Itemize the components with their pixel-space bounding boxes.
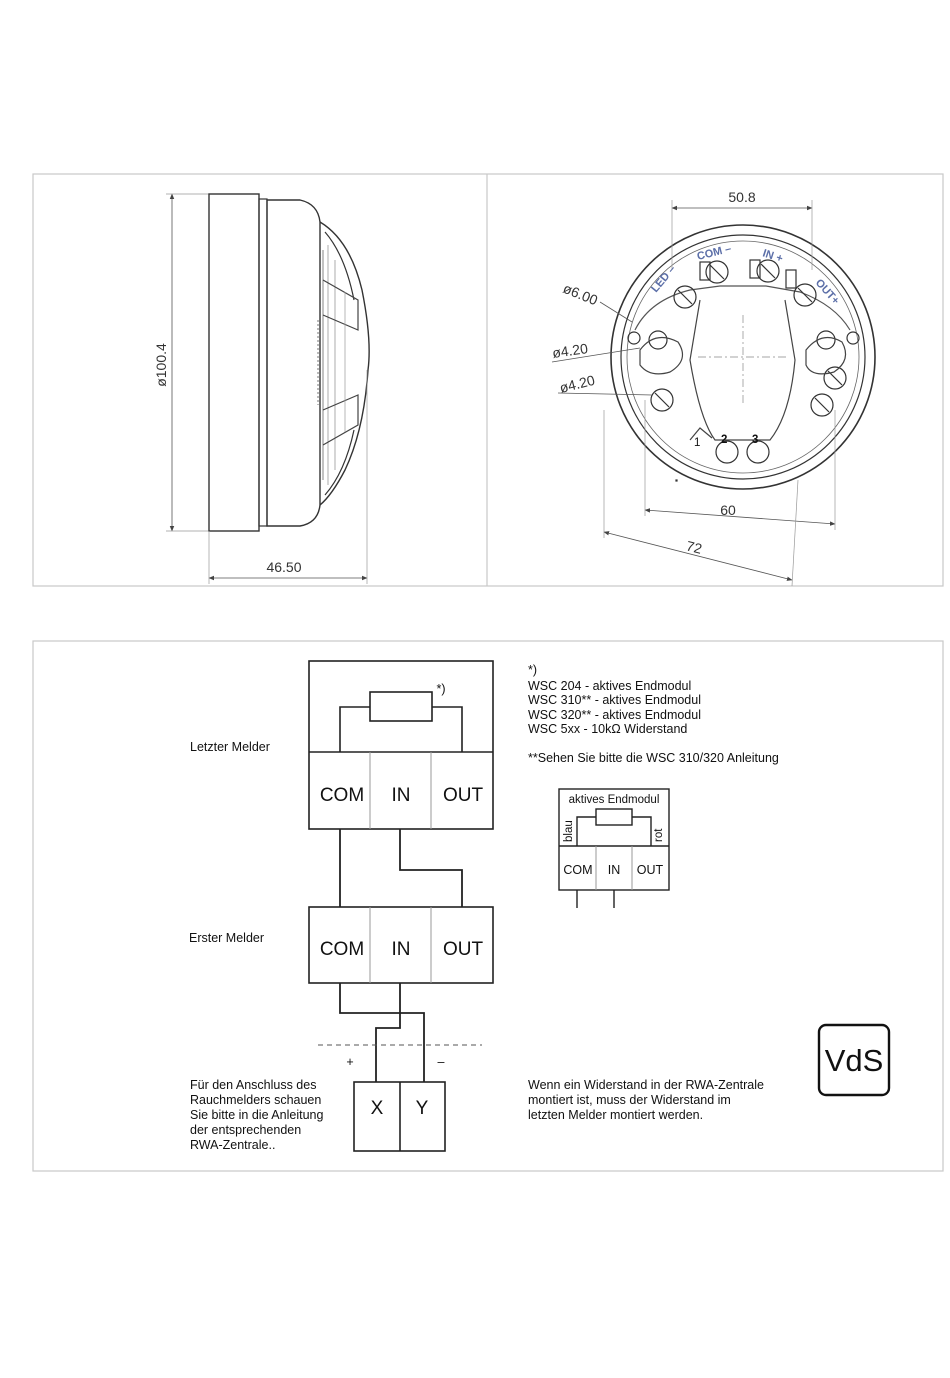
terminal-num-1: 1 xyxy=(694,437,701,449)
supply-minus: – xyxy=(437,1055,445,1069)
first-out-label: OUT xyxy=(442,939,484,960)
module-wire-left: blau xyxy=(563,820,575,842)
right-note-line: Wenn ein Widerstand in der RWA-Zentrale xyxy=(528,1078,764,1092)
dim-d4-20-a-label: ø4.20 xyxy=(551,340,589,361)
last-detector-label: Letzter Melder xyxy=(190,740,270,754)
detector-head-profile xyxy=(267,200,320,526)
left-note-line: Sie bitte in die Anleitung xyxy=(190,1108,324,1122)
panel-frame-top xyxy=(33,174,943,586)
dim-60-label: 60 xyxy=(720,502,736,518)
left-note-line: RWA-Zentrale.. xyxy=(190,1138,276,1152)
end-module-diagram xyxy=(559,789,669,908)
terminal-x: X xyxy=(370,1098,384,1119)
footnote-line: WSC 310** - aktives Endmodul xyxy=(528,693,701,707)
first-in-label: IN xyxy=(391,939,411,960)
left-note-line: der entsprechenden xyxy=(190,1123,302,1137)
right-note xyxy=(528,1078,764,1122)
last-out-label: OUT xyxy=(442,785,484,806)
footnote-line: *) xyxy=(528,663,538,677)
detector-wiring xyxy=(340,829,462,907)
vds-logo-text: VdS xyxy=(824,1043,884,1078)
module-title: aktives Endmodul xyxy=(568,794,660,806)
height-label: 46.50 xyxy=(266,559,302,575)
dim-72-label: 72 xyxy=(684,537,704,557)
dim-d6-label: ø6.00 xyxy=(560,279,601,309)
terminal-out-label: OUT+ xyxy=(812,276,842,308)
footnote-line: WSC 320** - aktives Endmodul xyxy=(528,708,701,722)
last-in-label: IN xyxy=(391,785,411,806)
panel-terminals xyxy=(354,1082,445,1151)
supply-wiring xyxy=(318,983,482,1082)
detector-base-profile xyxy=(209,194,259,531)
resistor-mark: *) xyxy=(436,682,446,696)
last-com-label: COM xyxy=(319,785,365,806)
vds-logo xyxy=(819,1025,889,1095)
supply-plus: + xyxy=(346,1055,354,1069)
right-note-line: letzten Melder montiert werden. xyxy=(528,1108,704,1122)
module-com: COM xyxy=(563,863,593,877)
left-note-line: Für den Anschluss des xyxy=(190,1078,317,1092)
terminal-y: Y xyxy=(415,1098,429,1119)
dim-50-8-label: 50.8 xyxy=(728,189,756,205)
side-view xyxy=(166,194,369,584)
module-in: IN xyxy=(607,863,621,877)
footnote-2: **Sehen Sie bitte die WSC 310/320 Anleitung xyxy=(528,751,779,765)
terminal-num-2: 2 xyxy=(721,434,728,446)
first-com-label: COM xyxy=(319,939,365,960)
panel-frame-bottom xyxy=(33,641,943,1171)
right-note-line: montiert ist, muss der Widerstand im xyxy=(528,1093,731,1107)
left-note-line: Rauchmelders schauen xyxy=(190,1093,322,1107)
footnote-line: WSC 5xx - 10kΩ Widerstand xyxy=(528,722,688,736)
dim-d4-20-b-label: ø4.20 xyxy=(557,371,597,396)
terminal-num-3: 3 xyxy=(752,434,759,446)
module-wire-right: rot xyxy=(653,828,665,842)
resistor-symbol xyxy=(370,692,432,721)
module-out: OUT xyxy=(636,863,664,877)
dim-60-line xyxy=(645,510,835,524)
first-detector-label: Erster Melder xyxy=(189,931,265,945)
footnote xyxy=(528,663,779,765)
footnote-line: WSC 204 - aktives Endmodul xyxy=(528,679,692,693)
terminal-com-label: COM – xyxy=(695,242,733,263)
terminal-in-label: IN + xyxy=(761,247,785,266)
left-note xyxy=(190,1078,323,1152)
dimension-panel xyxy=(33,174,943,586)
diameter-label: ø100.4 xyxy=(153,343,169,387)
terminal-led-label: LED – xyxy=(649,263,679,295)
